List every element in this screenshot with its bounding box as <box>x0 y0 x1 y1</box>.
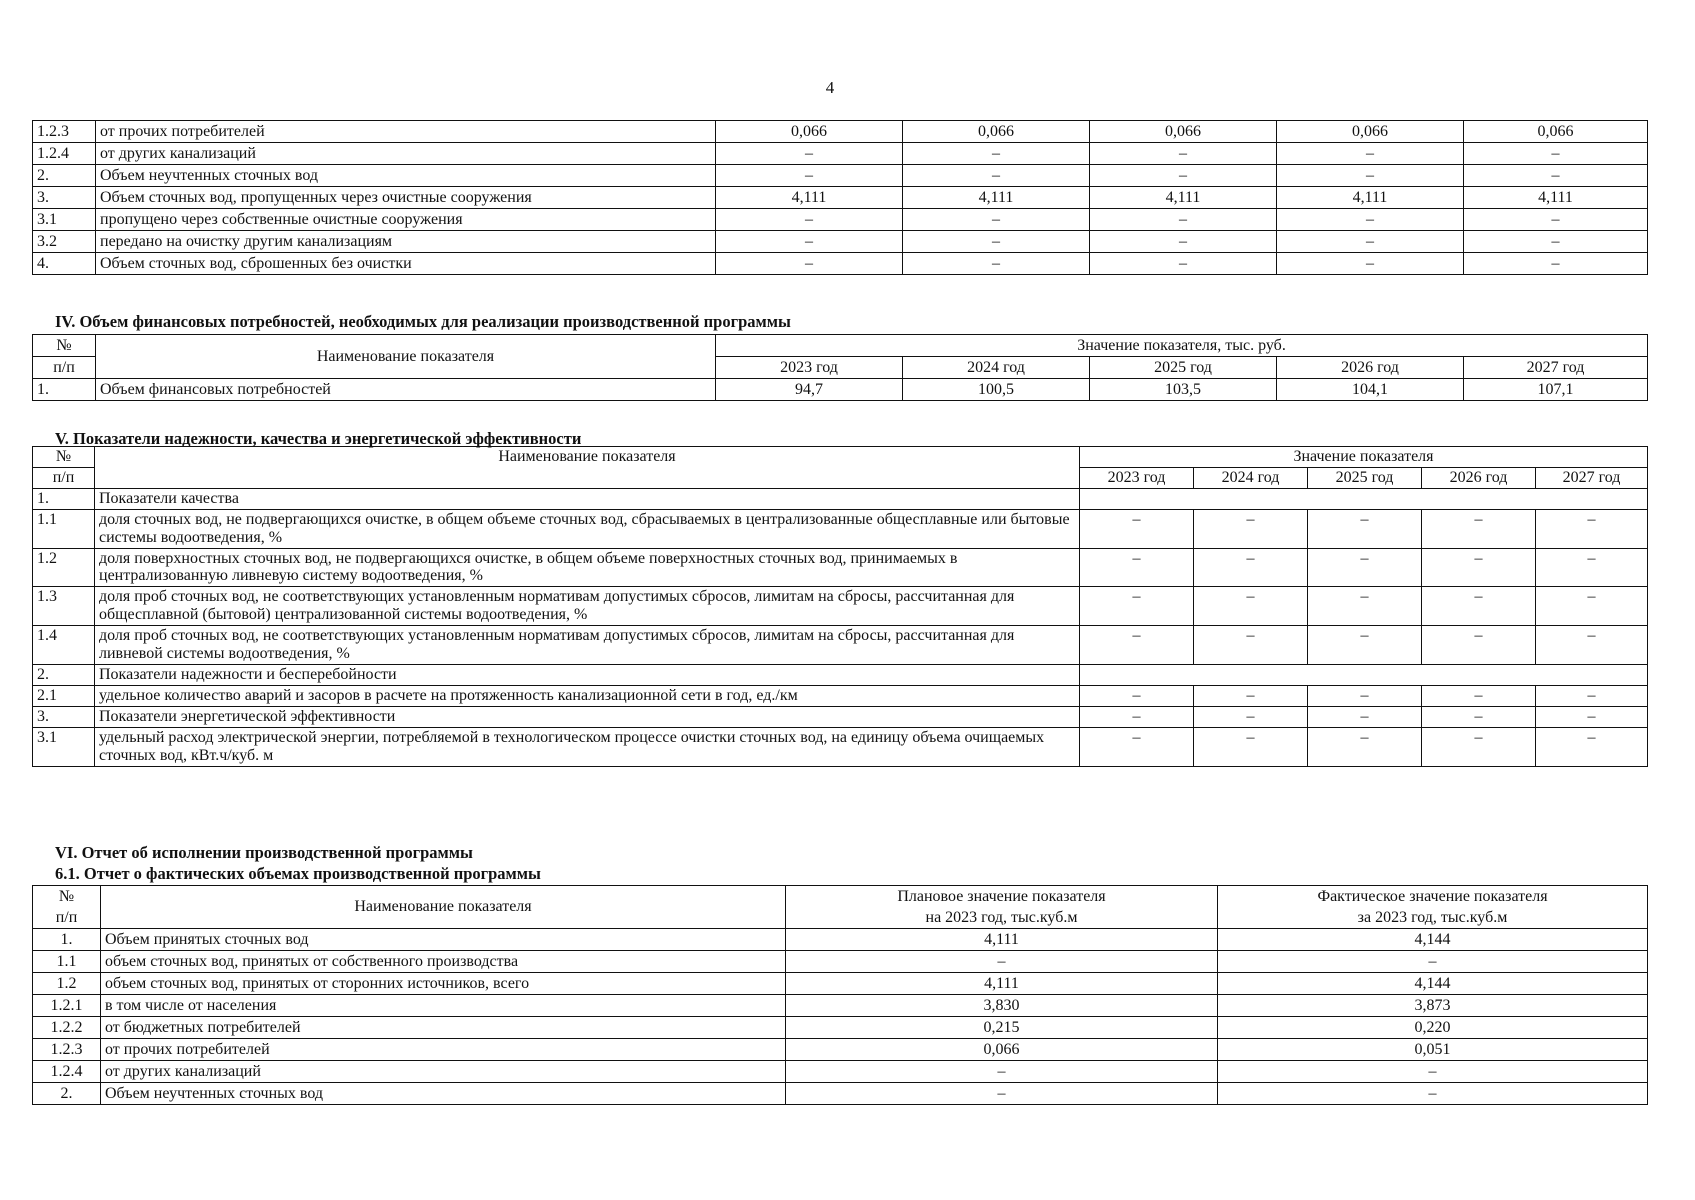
row-value: – <box>1422 509 1536 548</box>
col-num-header-2: п/п <box>33 907 101 929</box>
row-value: – <box>716 209 903 231</box>
table-row <box>33 995 1648 1017</box>
row-value: – <box>903 231 1090 253</box>
row-fact-value: 0,051 <box>1218 1039 1648 1061</box>
table-row <box>33 253 1648 275</box>
row-plan-value: 4,111 <box>786 973 1218 995</box>
section-6-title: VI. Отчет об исполнении производственной программы <box>55 843 473 862</box>
row-value: 0,066 <box>716 121 903 143</box>
table-row <box>33 1039 1648 1061</box>
row-fact-value: – <box>1218 1061 1648 1083</box>
row-number: 1.2.4 <box>33 143 96 165</box>
row-value: 0,066 <box>1464 121 1648 143</box>
row-value: – <box>903 165 1090 187</box>
row-value: – <box>716 253 903 275</box>
row-fact-value: 0,220 <box>1218 1017 1648 1039</box>
row-name: доля поверхностных сточных вод, не подвергающихся очистке, в общем объеме поверхностных сточных вод, принимаемых в централизованную ливневую систему водоотведения, % <box>95 548 1080 587</box>
row-value: – <box>1422 587 1536 626</box>
row-value: – <box>1277 165 1464 187</box>
row-name: от других канализаций <box>101 1061 786 1083</box>
row-value: – <box>1464 231 1648 253</box>
row-value: – <box>1090 143 1277 165</box>
row-number: 1.2.3 <box>33 121 96 143</box>
row-value: 4,111 <box>1464 187 1648 209</box>
row-value: – <box>1080 548 1194 587</box>
row-value: – <box>1308 548 1422 587</box>
row-value: – <box>1277 231 1464 253</box>
col-fact-header-2: за 2023 год, тыс.куб.м <box>1218 907 1648 929</box>
production-report-table <box>32 885 1648 1105</box>
row-value: – <box>1194 706 1308 727</box>
row-value: – <box>716 231 903 253</box>
row-value: – <box>1080 727 1194 766</box>
col-fact-header-1: Фактическое значение показателя <box>1218 886 1648 908</box>
row-name: доля сточных вод, не подвергающихся очистке, в общем объеме сточных вод, сбрасываемых в централизованные общесплавные или бытовые системы водоотведения, % <box>95 509 1080 548</box>
table-row <box>33 509 1648 548</box>
row-value: – <box>1308 509 1422 548</box>
row-name: от прочих потребителей <box>96 121 716 143</box>
page-number: 4 <box>825 78 835 97</box>
row-value: – <box>1422 727 1536 766</box>
row-value: – <box>1277 209 1464 231</box>
table-row <box>33 1017 1648 1039</box>
row-value: – <box>1308 587 1422 626</box>
year-header: 2025 год <box>1090 357 1277 379</box>
row-value: – <box>1464 165 1648 187</box>
section-5-title: V. Показатели надежности, качества и энергетической эффективности <box>55 429 582 448</box>
row-value: – <box>1536 626 1648 665</box>
table-row <box>33 209 1648 231</box>
table-row <box>33 488 1648 509</box>
row-number: 3.1 <box>33 209 96 231</box>
row-fact-value: 4,144 <box>1218 973 1648 995</box>
row-number: 1.2.1 <box>33 995 101 1017</box>
row-plan-value: 0,215 <box>786 1017 1218 1039</box>
year-header: 2023 год <box>1080 467 1194 488</box>
row-name: Объем сточных вод, сброшенных без очистки <box>96 253 716 275</box>
col-value-group-header: Значение показателя, тыс. руб. <box>716 335 1648 357</box>
year-header: 2027 год <box>1464 357 1648 379</box>
row-number: 3. <box>33 706 95 727</box>
row-value: – <box>1536 706 1648 727</box>
table-row <box>33 165 1648 187</box>
table-row <box>33 231 1648 253</box>
row-value: – <box>1080 685 1194 706</box>
row-value: – <box>1194 626 1308 665</box>
row-name: в том числе от населения <box>101 995 786 1017</box>
col-num-header-1: № <box>33 886 101 908</box>
table-row <box>33 587 1648 626</box>
row-name: доля проб сточных вод, не соответствующих установленным нормативам допустимых сбросов, лимитам на сбросы, рассчитанная для ливневой системы водоотведения, % <box>95 626 1080 665</box>
col-plan-header-1: Плановое значение показателя <box>786 886 1218 908</box>
row-number: 1. <box>33 379 96 401</box>
row-value: – <box>1308 626 1422 665</box>
row-number: 1.2.4 <box>33 1061 101 1083</box>
row-value: 104,1 <box>1277 379 1464 401</box>
row-value: – <box>1080 626 1194 665</box>
row-value: – <box>903 143 1090 165</box>
row-value: – <box>1422 685 1536 706</box>
row-number: 1.2.3 <box>33 1039 101 1061</box>
row-name: удельное количество аварий и засоров в расчете на протяженность канализационной сети в год, ед./км <box>95 685 1080 706</box>
row-value: – <box>1194 727 1308 766</box>
row-value: – <box>1422 548 1536 587</box>
row-number: 1. <box>33 488 95 509</box>
row-name: доля проб сточных вод, не соответствующих установленным нормативам допустимых сбросов, лимитам на сбросы, рассчитанная для общесплавной (бытовой) централизованной системы водоотведения, % <box>95 587 1080 626</box>
col-name-header: Наименование показателя <box>101 886 786 929</box>
row-name: от прочих потребителей <box>101 1039 786 1061</box>
row-plan-value: 4,111 <box>786 929 1218 951</box>
row-name: Показатели качества <box>95 488 1080 509</box>
table-row <box>33 951 1648 973</box>
row-number: 2. <box>33 165 96 187</box>
row-name: пропущено через собственные очистные сооружения <box>96 209 716 231</box>
row-number: 3.2 <box>33 231 96 253</box>
row-value: 4,111 <box>903 187 1090 209</box>
row-fact-value: – <box>1218 1083 1648 1105</box>
table-row <box>33 706 1648 727</box>
row-plan-value: – <box>786 1061 1218 1083</box>
row-value: – <box>1308 706 1422 727</box>
row-value: – <box>716 165 903 187</box>
year-header: 2025 год <box>1308 467 1422 488</box>
row-number: 4. <box>33 253 96 275</box>
row-value: – <box>1090 209 1277 231</box>
row-number: 2.1 <box>33 685 95 706</box>
row-plan-value: 0,066 <box>786 1039 1218 1061</box>
row-value: – <box>903 253 1090 275</box>
table-row <box>33 626 1648 665</box>
table-row <box>33 929 1648 951</box>
row-value: – <box>1422 706 1536 727</box>
row-name: Объем сточных вод, пропущенных через очистные сооружения <box>96 187 716 209</box>
col-num-header-2: п/п <box>33 357 96 379</box>
col-num-header-2: п/п <box>33 467 95 488</box>
row-number: 2. <box>33 1083 101 1105</box>
row-name: Объем финансовых потребностей <box>96 379 716 401</box>
col-name-header: Наименование показателя <box>95 447 1080 489</box>
table-row <box>33 727 1648 766</box>
year-header: 2026 год <box>1422 467 1536 488</box>
row-value: – <box>1308 727 1422 766</box>
row-value: – <box>1090 165 1277 187</box>
row-number: 1.3 <box>33 587 95 626</box>
row-value: – <box>903 209 1090 231</box>
year-header: 2023 год <box>716 357 903 379</box>
row-value: – <box>1277 143 1464 165</box>
row-number: 1.4 <box>33 626 95 665</box>
row-value: – <box>1080 509 1194 548</box>
row-value: – <box>1308 685 1422 706</box>
row-number: 1. <box>33 929 101 951</box>
row-value: 4,111 <box>716 187 903 209</box>
row-name: Показатели энергетической эффективности <box>95 706 1080 727</box>
row-name: Показатели надежности и бесперебойности <box>95 664 1080 685</box>
row-value: – <box>1194 587 1308 626</box>
table-row <box>33 1061 1648 1083</box>
row-value: – <box>1536 685 1648 706</box>
row-number: 3.1 <box>33 727 95 766</box>
row-value: – <box>1536 548 1648 587</box>
row-name: Объем неучтенных сточных вод <box>101 1083 786 1105</box>
row-name: удельный расход электрической энергии, потребляемой в технологическом процессе очистки сточных вод, на единицу объема очищаемых сточных вод, кВт.ч/куб. м <box>95 727 1080 766</box>
row-value: – <box>1277 253 1464 275</box>
table-row <box>33 143 1648 165</box>
year-header: 2024 год <box>903 357 1090 379</box>
row-value: – <box>1194 548 1308 587</box>
row-number: 3. <box>33 187 96 209</box>
row-name: Объем неучтенных сточных вод <box>96 165 716 187</box>
row-value: – <box>716 143 903 165</box>
row-name: Объем принятых сточных вод <box>101 929 786 951</box>
row-value: – <box>1464 143 1648 165</box>
row-value: – <box>1194 685 1308 706</box>
row-value: – <box>1464 209 1648 231</box>
row-value: – <box>1194 509 1308 548</box>
row-fact-value: 4,144 <box>1218 929 1648 951</box>
row-name: объем сточных вод, принятых от сторонних источников, всего <box>101 973 786 995</box>
row-plan-value: 3,830 <box>786 995 1218 1017</box>
table-row <box>33 1083 1648 1105</box>
row-number: 1.2.2 <box>33 1017 101 1039</box>
col-value-group-header: Значение показателя <box>1080 447 1648 468</box>
row-value: 0,066 <box>903 121 1090 143</box>
col-plan-header-2: на 2023 год, тыс.куб.м <box>786 907 1218 929</box>
section-4-title: IV. Объем финансовых потребностей, необходимых для реализации производственной программы <box>55 312 791 331</box>
row-value: – <box>1080 706 1194 727</box>
row-number: 1.1 <box>33 509 95 548</box>
col-num-header-1: № <box>33 447 95 468</box>
col-num-header-1: № <box>33 335 96 357</box>
row-value: – <box>1536 587 1648 626</box>
empty-cell <box>1080 664 1648 685</box>
row-value: 0,066 <box>1277 121 1464 143</box>
row-number: 1.2 <box>33 548 95 587</box>
section-6-subtitle: 6.1. Отчет о фактических объемах производственной программы <box>55 864 541 883</box>
row-name: объем сточных вод, принятых от собственного производства <box>101 951 786 973</box>
row-value: – <box>1080 587 1194 626</box>
row-value: 107,1 <box>1464 379 1648 401</box>
row-value: – <box>1090 253 1277 275</box>
table-row <box>33 973 1648 995</box>
row-plan-value: – <box>786 951 1218 973</box>
row-number: 1.1 <box>33 951 101 973</box>
row-plan-value: – <box>786 1083 1218 1105</box>
table-row <box>33 379 1648 401</box>
row-name: от бюджетных потребителей <box>101 1017 786 1039</box>
row-value: 0,066 <box>1090 121 1277 143</box>
row-value: – <box>1422 626 1536 665</box>
empty-cell <box>1080 488 1648 509</box>
row-fact-value: – <box>1218 951 1648 973</box>
row-value: – <box>1464 253 1648 275</box>
col-name-header: Наименование показателя <box>96 335 716 379</box>
row-number: 1.2 <box>33 973 101 995</box>
table-row <box>33 548 1648 587</box>
table-row <box>33 121 1648 143</box>
row-value: – <box>1536 509 1648 548</box>
row-value: 103,5 <box>1090 379 1277 401</box>
row-value: – <box>1090 231 1277 253</box>
row-value: 100,5 <box>903 379 1090 401</box>
table-row <box>33 664 1648 685</box>
volume-table-continuation <box>32 120 1648 275</box>
row-name: передано на очистку другим канализациям <box>96 231 716 253</box>
row-value: – <box>1536 727 1648 766</box>
row-value: 4,111 <box>1090 187 1277 209</box>
row-fact-value: 3,873 <box>1218 995 1648 1017</box>
table-row <box>33 187 1648 209</box>
year-header: 2027 год <box>1536 467 1648 488</box>
year-header: 2026 год <box>1277 357 1464 379</box>
quality-indicators-table <box>32 446 1648 767</box>
row-name: от других канализаций <box>96 143 716 165</box>
table-row <box>33 685 1648 706</box>
row-value: 94,7 <box>716 379 903 401</box>
row-value: 4,111 <box>1277 187 1464 209</box>
financial-needs-table <box>32 334 1648 401</box>
year-header: 2024 год <box>1194 467 1308 488</box>
row-number: 2. <box>33 664 95 685</box>
